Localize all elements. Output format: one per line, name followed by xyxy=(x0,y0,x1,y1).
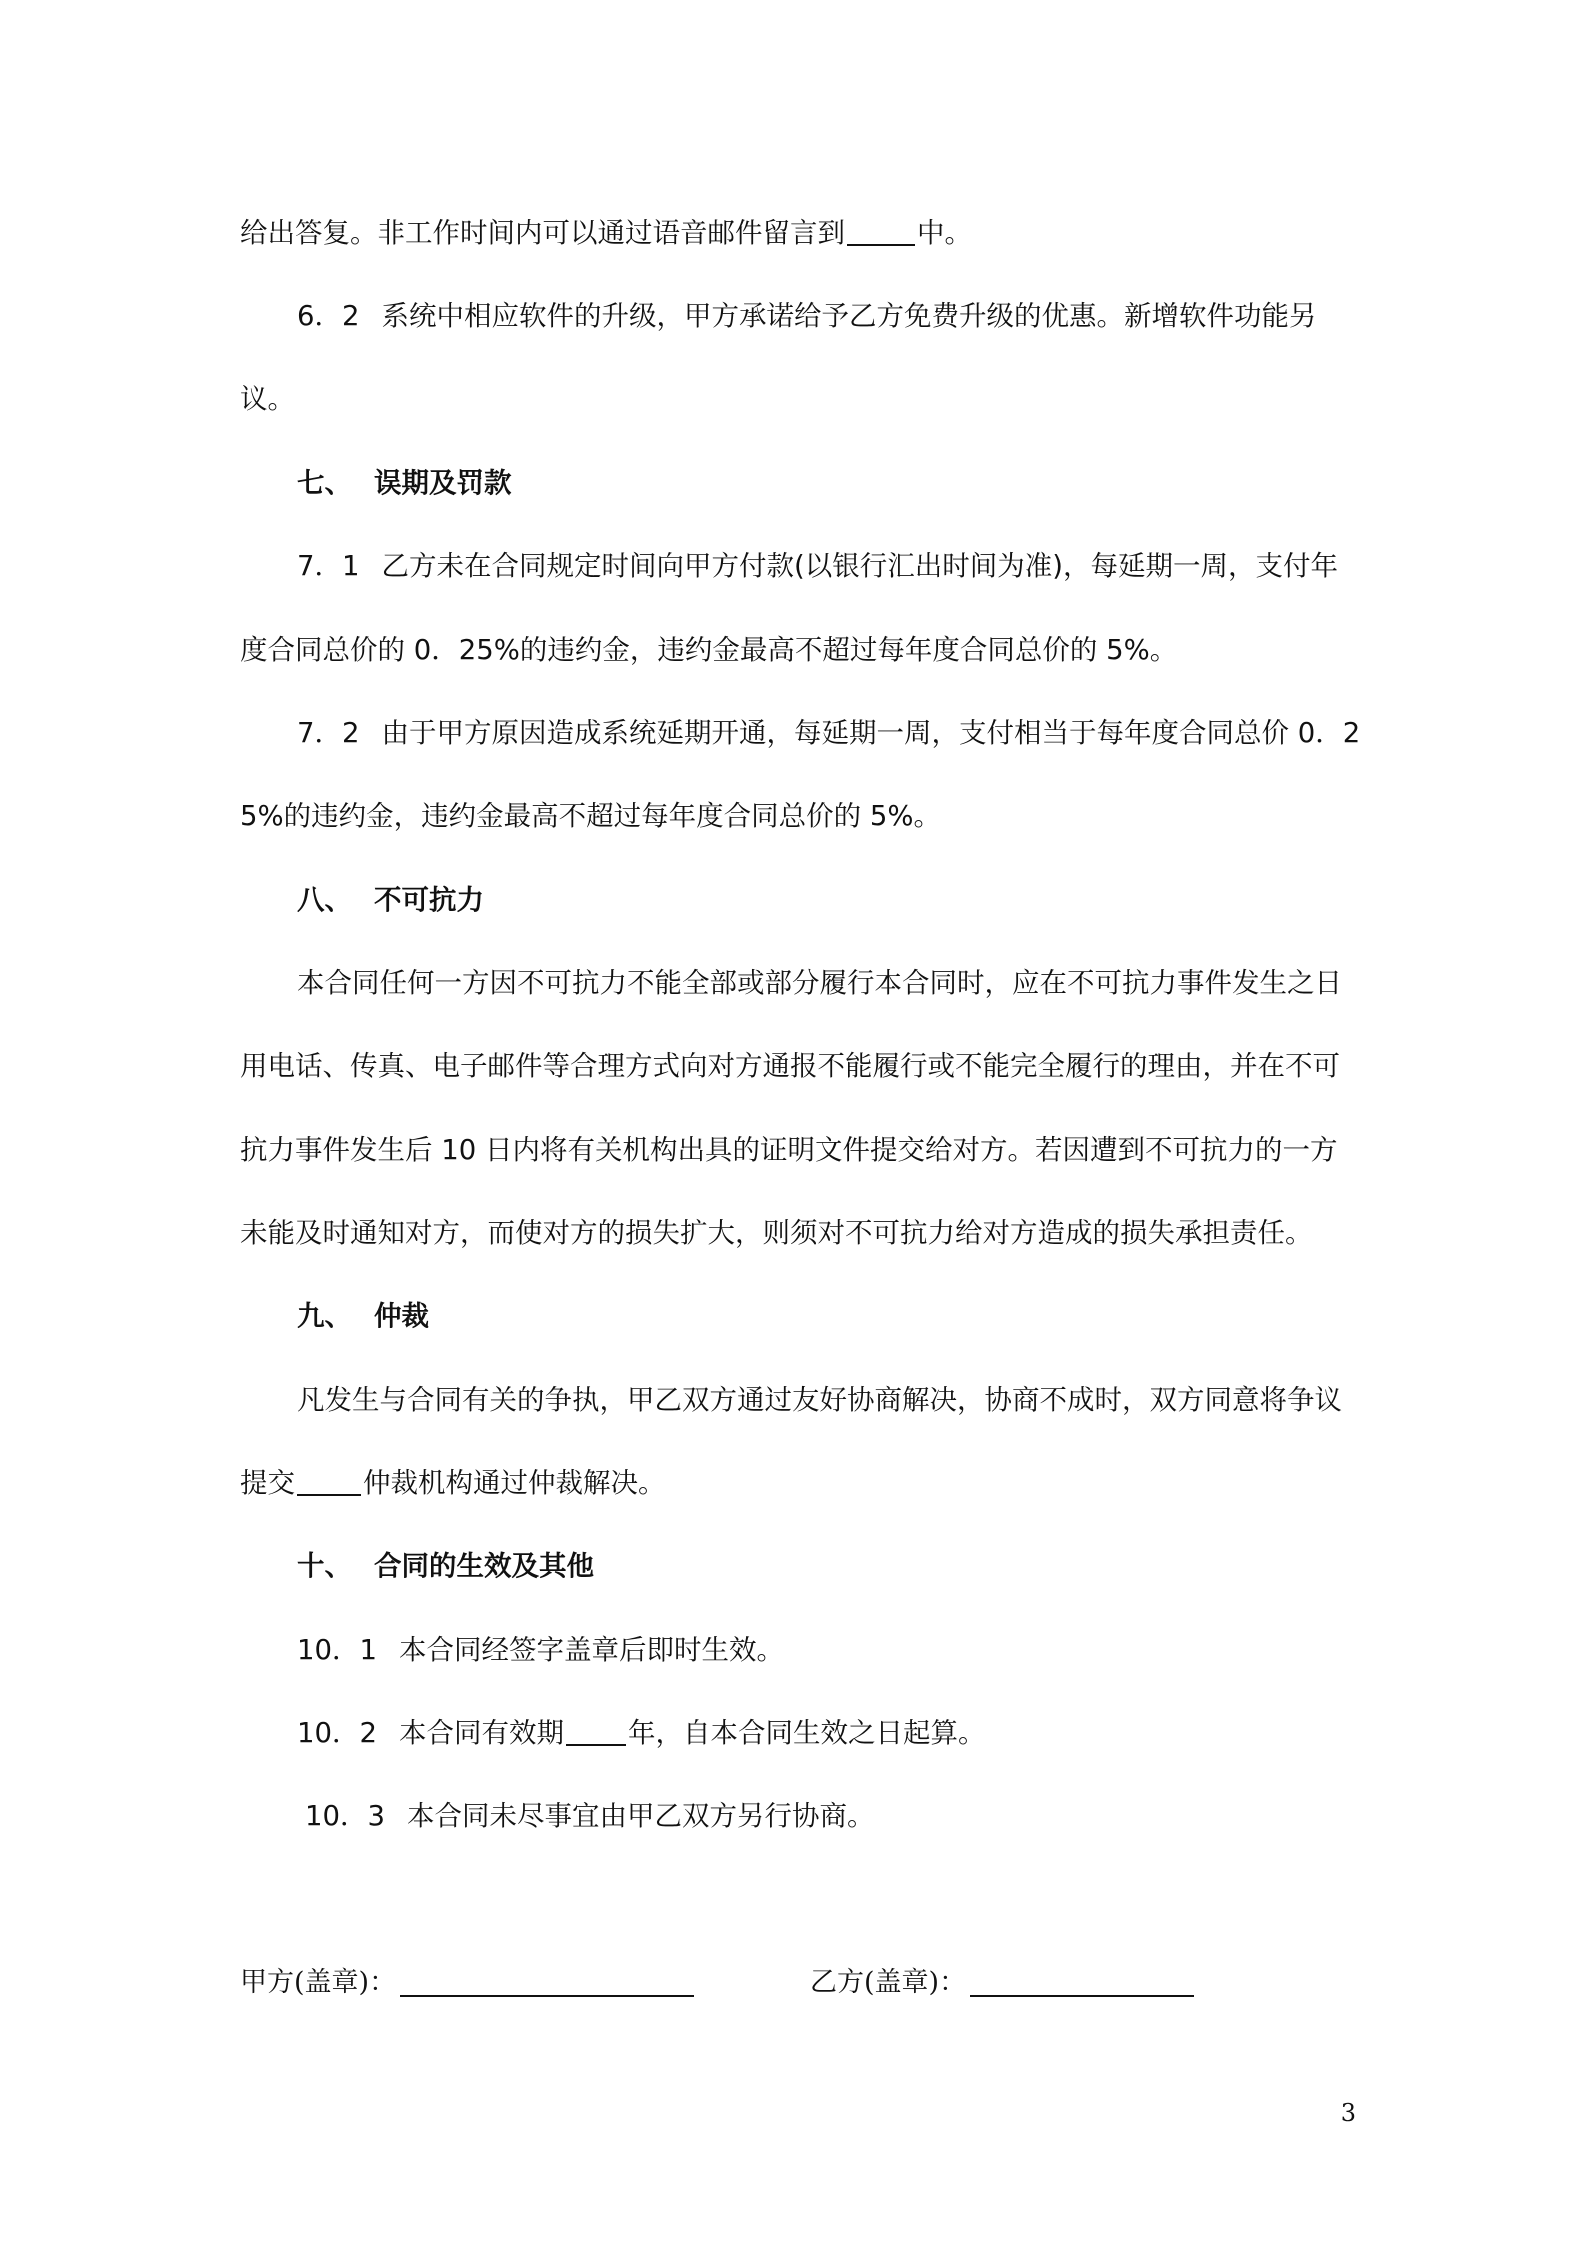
clause-7-2-line1 xyxy=(297,713,1360,753)
clause-text: 议。 xyxy=(240,383,295,415)
text-fragment: 本合同有效期 xyxy=(399,1717,564,1749)
page-number: 3 xyxy=(1340,2099,1356,2127)
clause-7-1-line2 xyxy=(240,630,1360,670)
clause-text: 乙方未在合同规定时间向甲方付款(以银行汇出时间为准)，每延期一周，支付年 xyxy=(381,550,1338,582)
clause-6-2-line1 xyxy=(297,296,1360,336)
party-a-signature-line xyxy=(400,1967,694,1997)
party-b-signature-line xyxy=(970,1967,1194,1997)
clause-text: 度合同总价的 0．25%的违约金，违约金最高不超过每年度合同总价的 5%。 xyxy=(240,634,1178,666)
clause-number: 10．3 xyxy=(305,1800,385,1832)
section-9-heading xyxy=(297,1296,1417,1336)
text-fragment: 年，自本合同生效之日起算。 xyxy=(628,1717,986,1749)
clause-number: 10．1 xyxy=(297,1634,377,1666)
heading-title: 不可抗力 xyxy=(374,884,484,916)
heading-number: 九、 xyxy=(297,1300,352,1332)
text-fragment: 给出答复。非工作时间内可以通过语音邮件留言到 xyxy=(240,217,845,249)
blank-arbitration-body xyxy=(297,1466,361,1496)
heading-title: 误期及罚款 xyxy=(374,467,512,499)
section-10-heading xyxy=(297,1546,1417,1586)
clause-number: 7．1 xyxy=(297,550,360,582)
section-8-line2 xyxy=(240,1046,1360,1086)
party-a-label: 甲方(盖章)： xyxy=(240,1967,397,1998)
section-7-heading xyxy=(297,463,1417,503)
clause-text: 本合同未尽事宜由甲乙双方另行协商。 xyxy=(407,1800,875,1832)
clause-6-2-line2 xyxy=(240,379,1360,419)
clause-number: 10．2 xyxy=(297,1717,377,1749)
paragraph-text: 未能及时通知对方，而使对方的损失扩大，则须对不可抗力给对方造成的损失承担责任。 xyxy=(240,1217,1313,1249)
section-8-line3 xyxy=(240,1130,1360,1170)
clause-10-3 xyxy=(305,1796,1425,1836)
blank-term-years xyxy=(566,1716,626,1746)
party-b-label: 乙方(盖章)： xyxy=(810,1967,967,1998)
paragraph-text: 抗力事件发生后 10 日内将有关机构出具的证明文件提交给对方。若因遭到不可抗力的一方 xyxy=(240,1134,1338,1166)
section-8-line1 xyxy=(297,963,1417,1003)
text-fragment: 提交 xyxy=(240,1467,295,1499)
clause-text: 5%的违约金，违约金最高不超过每年度合同总价的 5%。 xyxy=(240,800,941,832)
clause-10-1 xyxy=(297,1630,1417,1670)
clause-7-2-line2 xyxy=(240,796,1360,836)
clause-text: 系统中相应软件的升级，甲方承诺给予乙方免费升级的优惠。新增软件功能另 xyxy=(381,300,1317,332)
section-9-line2 xyxy=(240,1463,1360,1503)
text-fragment: 中。 xyxy=(917,217,972,249)
heading-title: 合同的生效及其他 xyxy=(374,1550,594,1582)
clause-7-1-line1 xyxy=(297,546,1360,586)
blank-voicemail xyxy=(847,216,915,246)
clause-text: 由于甲方原因造成系统延期开通，每延期一周，支付相当于每年度合同总价 0．2 xyxy=(381,717,1361,749)
heading-number: 八、 xyxy=(297,884,352,916)
paragraph-text: 用电话、传真、电子邮件等合理方式向对方通报不能履行或不能完全履行的理由，并在不可 xyxy=(240,1050,1340,1082)
heading-title: 仲裁 xyxy=(374,1300,429,1332)
party-b-signature xyxy=(810,1963,1194,2003)
clause-number: 6．2 xyxy=(297,300,360,332)
clause-10-2 xyxy=(297,1713,1417,1753)
paragraph-text: 本合同任何一方因不可抗力不能全部或部分履行本合同时，应在不可抗力事件发生之日 xyxy=(297,967,1342,999)
paragraph-5-end xyxy=(240,213,1360,253)
heading-number: 十、 xyxy=(297,1550,352,1582)
section-9-line1 xyxy=(297,1380,1417,1420)
heading-number: 七、 xyxy=(297,467,352,499)
clause-number: 7．2 xyxy=(297,717,360,749)
section-8-line4 xyxy=(240,1213,1360,1253)
text-fragment: 仲裁机构通过仲裁解决。 xyxy=(363,1467,666,1499)
clause-text: 本合同经签字盖章后即时生效。 xyxy=(399,1634,784,1666)
section-8-heading xyxy=(297,880,1417,920)
party-a-signature xyxy=(240,1963,694,2003)
paragraph-text: 凡发生与合同有关的争执，甲乙双方通过友好协商解决，协商不成时，双方同意将争议 xyxy=(297,1384,1342,1416)
